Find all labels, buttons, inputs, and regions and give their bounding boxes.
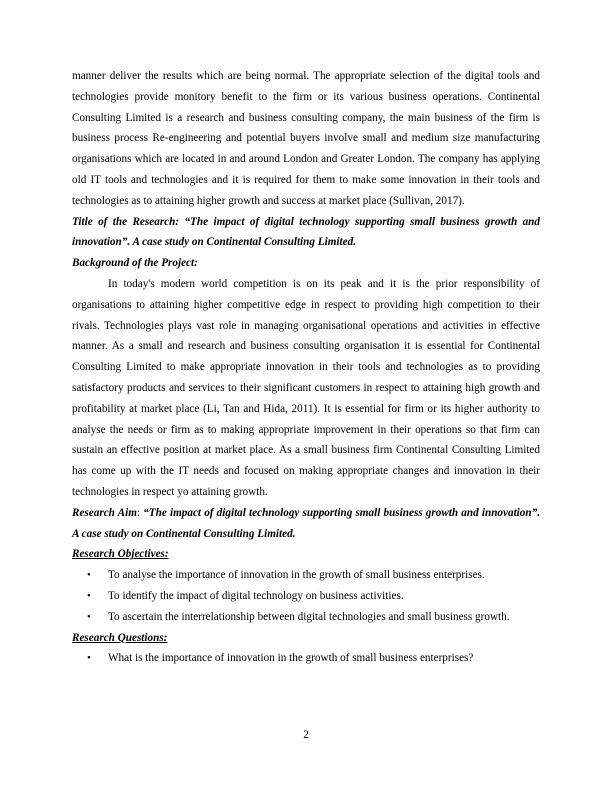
objective-text: To identify the impact of digital technology on business activities. (108, 589, 404, 602)
objectives-list (72, 565, 540, 627)
background-paragraph: In today's modern world competition is on its peak and it is the prior responsibility of organisations to attaining higher competitive edge in respect to providing high competition to their rivals. Technologies plays vast role in managing organisational operations and activities in effective manner. As a small and research and business consulting organisation it is essential for Continental Consulting Limited to make appropriate innovation in their tools and technologies as to providing satisfactory products and services to their significant customers in respect to attaining high growth and profitability at market place (Li, Tan and Hida, 2011). It is essential for firm or its higher authority to analyse the needs or firm as to making appropriate improvement in their operations so that firm can sustain an effective position at market place. As a small business firm Continental Consulting Limited has come up with the IT needs and focused on making appropriate changes and innovation in their technologies in respect yo attaining growth. (72, 277, 540, 498)
bullet-icon: • (87, 610, 91, 623)
research-aim-text: “The impact of digital technology supporting small business growth and innovation”. A case study on Continental Consulting Limited. (72, 506, 540, 540)
objective-text: To ascertain the interrelationship between digital technologies and small business growth. (108, 610, 510, 623)
objective-text: To analyse the importance of innovation in the growth of small business enterprises. (108, 569, 485, 582)
bullet-icon: • (87, 652, 91, 665)
list-item (72, 607, 540, 628)
questions-heading: Research Questions: (72, 631, 168, 644)
research-aim-colon: : (136, 506, 144, 519)
list-item (72, 565, 540, 586)
bullet-icon: • (87, 589, 91, 602)
research-title: Title of the Research: “The impact of digital technology supporting small business growth and innovation”. A case study on Continental Consulting Limited. (72, 215, 540, 249)
list-item (72, 586, 540, 607)
background-heading: Background of the Project: (72, 257, 198, 270)
bullet-icon: • (87, 569, 91, 582)
questions-list (72, 648, 540, 669)
document-page (72, 66, 540, 669)
page-number: 2 (303, 729, 309, 741)
list-item (72, 648, 540, 669)
question-text: What is the importance of innovation in the growth of small business enterprises? (108, 652, 474, 665)
research-aim (72, 503, 540, 545)
research-aim-label: Research Aim (72, 506, 137, 519)
intro-paragraph: manner deliver the results which are being normal. The appropriate selection of the digital tools and technologies provide monitory benefit to the firm or its various business operations. Continental Consulting Limited is a research and business consulting company, the main business of the firm is business process Re-engineering and potential buyers involve small and medium size manufacturing organisations which are located in and around London and Greater London. The company has applying old IT tools and technologies and it is required for them to make some innovation in their tools and technologies as to attaining higher growth and success at market place (Sullivan, 2017). (72, 70, 540, 207)
objectives-heading: Research Objectives: (72, 548, 169, 561)
